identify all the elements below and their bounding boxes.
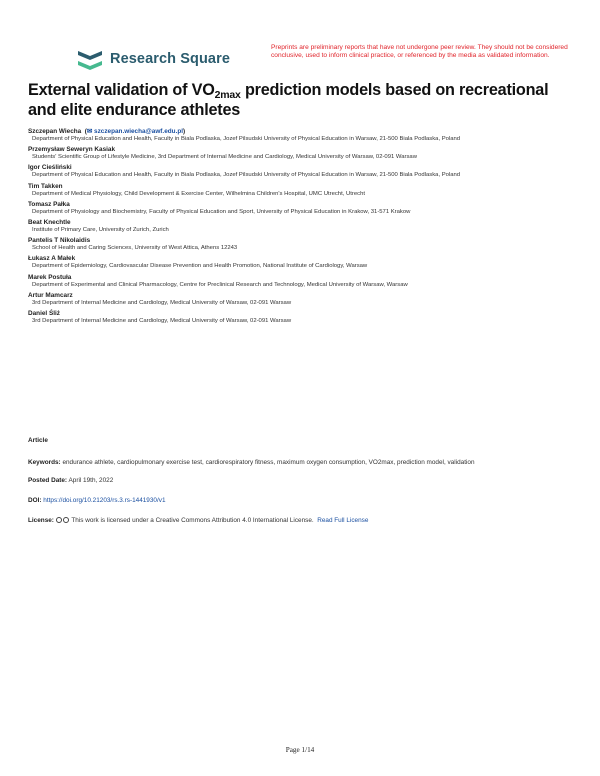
author-affiliation: Department of Physiology and Biochemistry, Faculty of Physical Education and Sport, University of Physical Education in Krakow, 31-571 Krakow [32,208,411,215]
title-subscript: 2max [214,89,241,101]
keywords [28,459,576,467]
posted-date [28,477,576,485]
logo-text: Research Square [110,51,230,67]
author-name: Łukasz A Małek [28,255,76,263]
keywords-label: Keywords: [28,459,61,466]
license-text: This work is licensed under a Creative Commons Attribution 4.0 International License. [71,517,314,524]
preprint-notice: Preprints are preliminary reports that have not undergone peer review. They should not be considered conclusive, used to inform clinical practice, or referenced by the media as validated information. [271,44,568,59]
author-name: Tomasz Pałka [28,200,70,208]
doi-label: DOI: [28,497,42,504]
author-affiliation: School of Health and Caring Sciences, University of West Attica, Athens 12243 [32,245,238,252]
author-name: Przemysław Seweryn Kasiak [28,146,116,154]
page-number: Page 1/14 [285,746,315,754]
research-square-logo-icon [76,48,104,70]
author-list [28,128,576,326]
by-icon [63,517,69,523]
article-type: Article [28,437,48,444]
author-name: Marek Postuła [28,273,72,281]
author-affiliation: 3rd Department of Internal Medicine and Cardiology, Medical University of Warsaw, 02-091 Warsaw [32,317,292,324]
read-full-license-link[interactable]: Read Full License [317,517,369,524]
cc-icon [56,517,62,523]
email-link[interactable]: ✉ szczepan.wiecha@awf.edu.pl [86,128,184,135]
title-part-2: prediction models based on recreational and elite endurance athletes [28,81,549,119]
title-part-1: External validation of VO [28,81,215,99]
author-affiliation: Institute of Primary Care, University of Zurich, Zurich [32,226,169,233]
keywords-value: endurance athlete, cardiopulmonary exercise test, cardiorespiratory fitness, maximum oxygen consumption, VO2max, prediction model, validation [62,459,475,466]
author-name: Pantelis T Nikolaidis [28,237,91,245]
posted-value: April 19th, 2022 [68,477,114,484]
author-affiliation: 3rd Department of Internal Medicine and Cardiology, Medical University of Warsaw, 02-091 Warsaw [32,299,292,306]
doi [28,497,576,505]
envelope-icon: ✉ [86,128,93,135]
author-affiliation: Students' Scientific Group of Lifestyle Medicine, 3rd Department of Internal Medicine and Cardiology, Medical University of Warsaw, 02-091 Warsaw [32,154,417,161]
posted-label: Posted Date: [28,477,68,484]
author-affiliation: Department of Physical Education and Health, Faculty in Biala Podlaska, Jozef Pilsudski University of Physical Education in Warsaw, 21-500 Biala Podlaska, Poland [32,136,461,142]
author-name: Beat Knechtle [28,218,71,226]
doi-link[interactable]: https://doi.org/10.21203/rs.3.rs-1441930/v1 [43,497,166,504]
author-affiliation: Department of Medical Physiology, Child Development & Exercise Center, Wilhelmina Children's Hospital, UMC Utrecht, Utrecht [32,190,365,197]
license [28,517,576,525]
author-affiliation: Department of Experimental and Clinical Pharmacology, Centre for Preclinical Research and Technology, Medical University of Warsaw, Warsaw [32,281,408,288]
author-name: Artur Mamcarz [28,291,73,299]
author-affiliation: Department of Epidemiology, Cardiovascular Disease Prevention and Health Promotion, National Institute of Cardiology, Warsaw [32,263,368,270]
author-name: Daniel Śliż [28,309,60,317]
paper-title [28,80,578,120]
author-name: Tim Takken [28,182,63,190]
author-name: Igor Cieśliński [28,164,72,172]
research-square-logo[interactable] [76,48,230,70]
license-label: License: [28,517,54,524]
author-affiliation: Department of Physical Education and Health, Faculty in Biala Podlaska, Jozef Pilsudski University of Physical Education in Warsaw, 21-500 Biala Podlaska, Poland [32,172,461,179]
author-name: Szczepan Wiecha (✉ szczepan.wiecha@awf.edu.pl) [28,128,186,135]
